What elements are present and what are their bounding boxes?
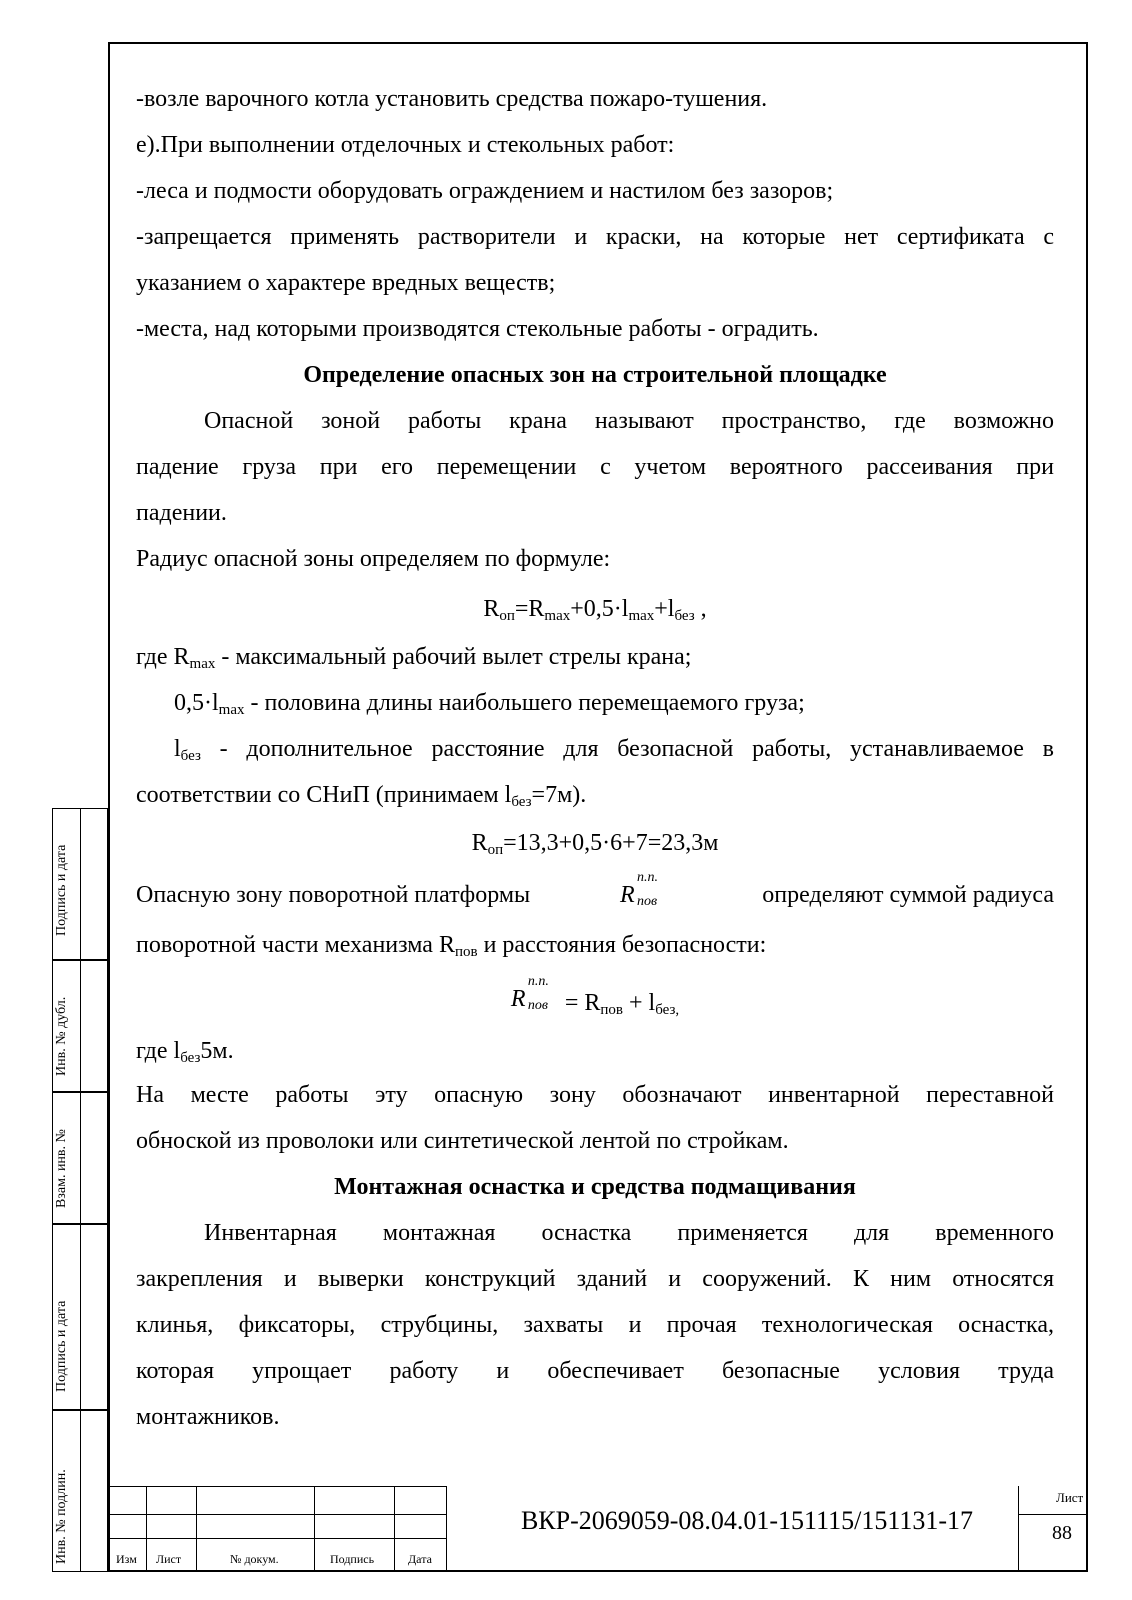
sheet-number: 88	[1052, 1522, 1072, 1544]
stamp-col-label: Лист	[156, 1552, 182, 1566]
stamp-col-label: Подпись	[330, 1552, 375, 1566]
text-line: указанием о характере вредных веществ;	[136, 270, 556, 296]
sheet-label: Лист	[1056, 1490, 1084, 1505]
text-line: Инвентарная монтажная оснастка применяется для временного	[204, 1220, 1054, 1246]
side-label: Взам. инв. №	[54, 1129, 69, 1208]
section-heading: Монтажная оснастка и средства подмащивания	[334, 1174, 856, 1200]
text-line: падении.	[136, 500, 227, 526]
definition-line: соответствии со СНиП (принимаем $l_{без}=7м$).	[136, 782, 587, 810]
rpp-symbol: R п.п. пов	[510, 974, 549, 1013]
stamp-col-label: № докум.	[230, 1552, 279, 1566]
section-heading: Определение опасных зон на строительной площадке	[303, 362, 887, 388]
stamp-col-label: Изм	[116, 1552, 137, 1566]
side-label: Инв. № дубл.	[54, 996, 69, 1076]
document-code: ВКР-2069059-08.04.01-151115/151131-17	[520, 1506, 974, 1535]
text-line: -запрещается применять растворители и краски, на которые нет сертификата с	[136, 224, 1054, 250]
formula-result: $R_{оп}=13,3+0,5\cdot 6+7=23,3м$	[471, 830, 719, 858]
side-label: Подпись и дата	[54, 1300, 69, 1392]
text-line: Радиус опасной зоны определяем по формуле:	[136, 546, 611, 572]
rpp-symbol: R п.п. пов	[620, 870, 658, 909]
text-line: е).При выполнении отделочных и стекольных работ:	[136, 132, 675, 158]
text-line: Опасной зоной работы крана называют пространство, где возможно	[204, 408, 1054, 434]
stamp-col-label: Дата	[408, 1552, 432, 1566]
text-line: где $l_{без}5м$.	[136, 1038, 234, 1066]
side-stamp	[52, 808, 108, 1572]
side-label: Инв. № подлин.	[54, 1469, 69, 1564]
text-line: поворотной части механизма $R_{пов}$ и расстояния безопасности:	[136, 932, 767, 960]
formula-platform: R п.п. пов = $R_{пов} + l_{без,}$	[510, 974, 680, 1018]
text-line: -леса и подмости оборудовать ограждением и настилом без зазоров;	[136, 178, 834, 204]
formula-radius: $R_{оп}=R_{max}+0,5\cdot l_{max}+l_{без}$ ,	[483, 596, 707, 624]
text-line: закрепления и выверки конструкций зданий и сооружений. К ним относятся	[136, 1266, 1054, 1292]
definition-line: $0,5\cdot l_{max}$ - половина длины наибольшего перемещаемого груза;	[174, 690, 805, 718]
definition-line: где $R_{max}$ - максимальный рабочий вылет стрелы крана;	[136, 644, 692, 672]
text-line: падение груза при его перемещении с учетом вероятного рассеивания при	[136, 454, 1054, 480]
text-line: обноской из проволоки или синтетической лентой по стройкам.	[136, 1128, 789, 1154]
text-line: которая упрощает работу и обеспечивает безопасные условия труда	[136, 1358, 1054, 1384]
text-line: -места, над которыми производятся стекольные работы - оградить.	[136, 316, 819, 342]
text-line: На месте работы эту опасную зону обозначают инвентарной переставной	[136, 1082, 1054, 1108]
text-line: клинья, фиксаторы, струбцины, захваты и прочая технологическая оснастка,	[136, 1312, 1054, 1338]
text-line: монтажников.	[136, 1404, 280, 1430]
text-line: -возле варочного котла установить средства пожаро-тушения.	[136, 86, 768, 112]
side-label: Подпись и дата	[54, 844, 69, 936]
definition-line: $l_{без}$ - дополнительное расстояние для безопасной работы, устанавливаемое в	[174, 736, 1054, 764]
